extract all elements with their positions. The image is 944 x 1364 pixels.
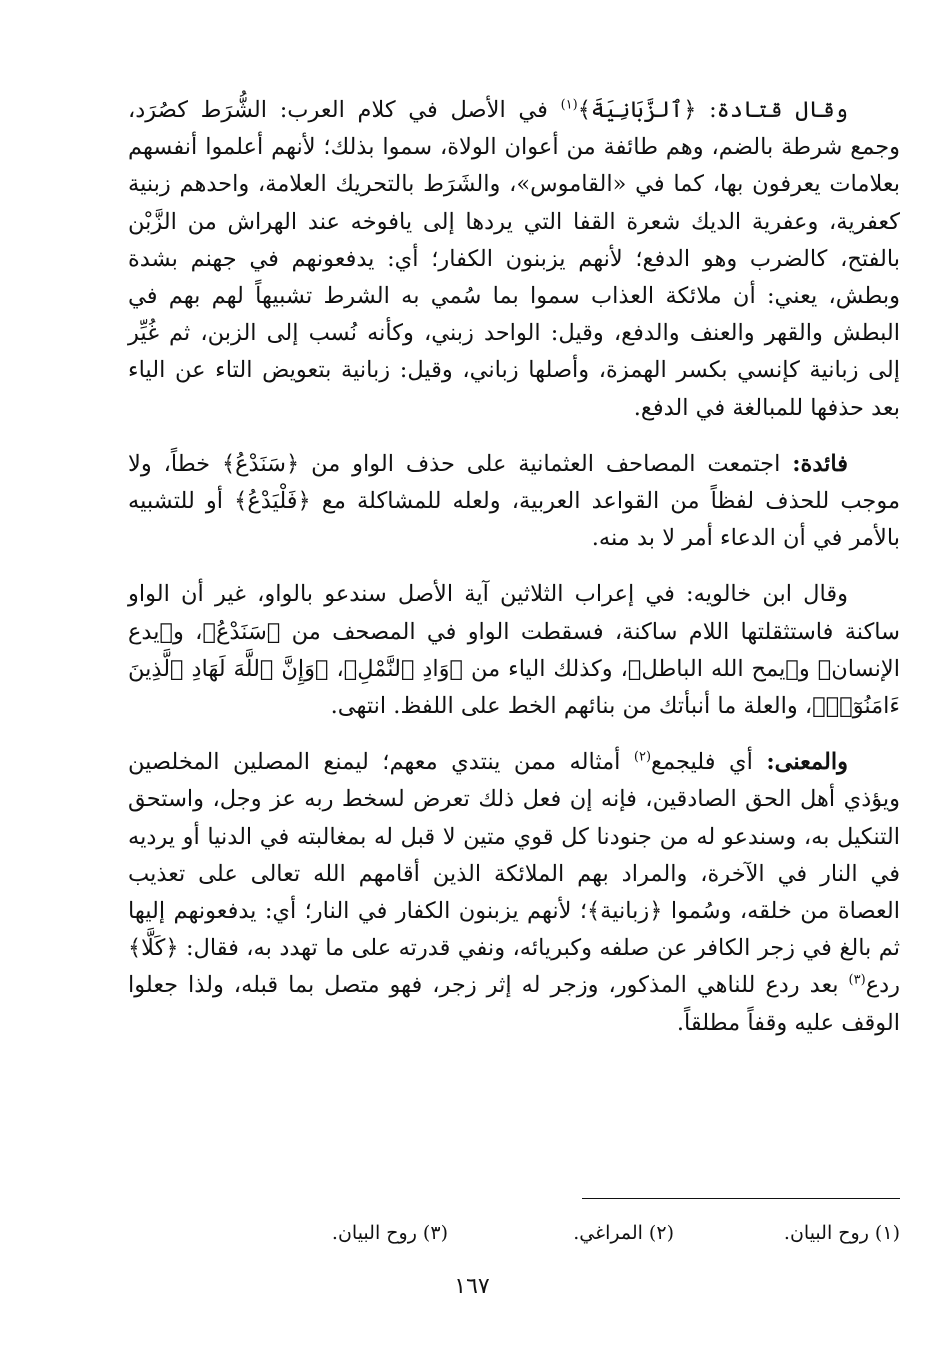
text-run: ، وكذلك الياء من	[463, 655, 628, 682]
text-run: أو للتشبيه بالأمر في أن الدعاء أمر لا بد منه.	[128, 488, 900, 552]
main-text	[128, 92, 900, 1042]
text-run: ، و	[173, 618, 203, 645]
quran-quote: ﴿وَإِنَّ ٱللَّهَ لَهَادِ ٱلَّذِينَ ءَامَنُوٓا۟﴾	[128, 655, 900, 720]
section-lead: فائدة:	[792, 450, 848, 477]
quran-quote: ﴿يدع الإنسان﴾	[128, 618, 900, 682]
paragraph-zabaniya	[128, 92, 900, 427]
footnote-2: (٢) المراغي.	[573, 1222, 674, 1244]
paragraph-faida	[128, 446, 900, 558]
footnote-separator	[582, 1198, 900, 1199]
quran-quote: ﴿وَادِ ٱلنَّمْلِ﴾	[343, 655, 464, 682]
text-run: وقال ابن خالويه: في إعراب الثلاثين آية الأصل سندعو بالواو، غير أن الواو ساكنة فاستثقلتها اللام ساكنة، فسقطت الواو في المصحف من	[128, 581, 900, 645]
section-lead: والمعنى:	[766, 749, 848, 776]
text-run: اجتمعت المصاحف العثمانية على حذف الواو من	[299, 450, 793, 477]
quran-quote: ﴿كَلَّا﴾	[128, 935, 179, 962]
quran-quote: ﴿زبانية﴾	[587, 898, 663, 925]
quran-quote: ﴿يمح الله الباطل﴾	[627, 655, 799, 682]
footnote-1: (١) روح البيان.	[783, 1222, 900, 1244]
text-run: أمثاله ممن ينتدي معهم؛ ليمنع المصلين المخلصين ويؤذي أهل الحق الصادقين، فإنه إن فعل ذلك تعرض لسخط ربه عز وجل، واستحق التنكيل به، وسندعو له من جنودنا كل قوي متين لا قبل له بمغالبته في الدنيا أو يرديه في النار في الآخرة، والمراد بهم الملائكة الذين أقامهم الله تعالى على تعذيب العصاة من خلقه، وسُموا	[128, 749, 900, 925]
quran-quote: ﴿سَنَدْعُ﴾	[221, 450, 300, 477]
quran-quote: ﴿ٱلزَّبَانِيَةَ﴾	[577, 97, 697, 123]
paragraph-maana	[128, 744, 900, 1042]
text-run: في الأصل في كلام العرب: الشُّرَط كصُرَد، وجمع شرطة بالضم، وهم طائفة من أعوان الولاة، سموا بذلك؛ لأنهم أعلموا أنفسهم بعلامات يعرفون بها، كما في «القاموس»، والشَرَط بالتحريك العلامة، واحدهم زبنية كعفرية، وعفرية الديك شعرة القفا التي يردها إلى يافوخه عند الهراش من الزَّبْن بالفتح، كالضرب وهو الدفع؛ لأنهم يزبنون الكفار؛ أي: يدفعونهم في جهنم بشدة وبطش، يعني: أن ملائكة العذاب سموا بما سُمي به الشرط تشبيهاً لهم بهم في البطش والقهر والعنف والدفع، وقيل: الواحد زبني، وكأنه نُسب إلى الزبن، ثم غُيِّر إلى زبانية كإنسي بكسر الهمزة، وأصلها زباني، وقيل: زبانية بتعويض التاء عن الياء بعد حذفها للمبالغة في الدفع.	[128, 97, 900, 421]
footnotes	[220, 1219, 900, 1247]
text-run: ، والعلة ما أنبأتك من بنائهم الخط على اللفظ. انتهى.	[330, 693, 813, 720]
text-run: وقال قتادة:	[696, 97, 848, 123]
footnote-marker: (١)	[560, 97, 578, 113]
footnote-marker: (٢)	[633, 749, 652, 765]
page-number: ١٦٧	[454, 1274, 490, 1299]
paragraph-ibn-khalawayh	[128, 576, 900, 725]
quran-quote: ﴿فَلْيَدْعُ﴾	[234, 488, 311, 515]
text-run: بعد ردع للناهي المذكور، وزجر له إثر زجر، فهو متصل بما قبله، ولذا جعلوا الوقف عليه وقفاً مطلقاً.	[128, 972, 900, 1036]
quran-quote: ﴿سَنَدْعُ﴾	[202, 618, 281, 645]
text-run: ،	[328, 655, 344, 682]
text-run: ؛ لأنهم يزبنون الكفار في النار؛ أي: يدفعونهم إليها ثم بالغ في زجر الكافر عن صلفه وكبريائه، ونفي قدرته على ما تهدد به، فقال:	[128, 898, 900, 962]
footnote-3: (٣) روح البيان.	[331, 1222, 448, 1244]
text-run: و	[798, 655, 818, 682]
text-run: خطاً، ولا موجب للحذف لفظاً من القواعد العربية، ولعله للمشاكلة مع	[128, 450, 900, 515]
text-run: ردع	[865, 972, 900, 999]
footnote-marker: (٣)	[848, 972, 866, 988]
text-run: أي فليجمع	[651, 749, 767, 776]
